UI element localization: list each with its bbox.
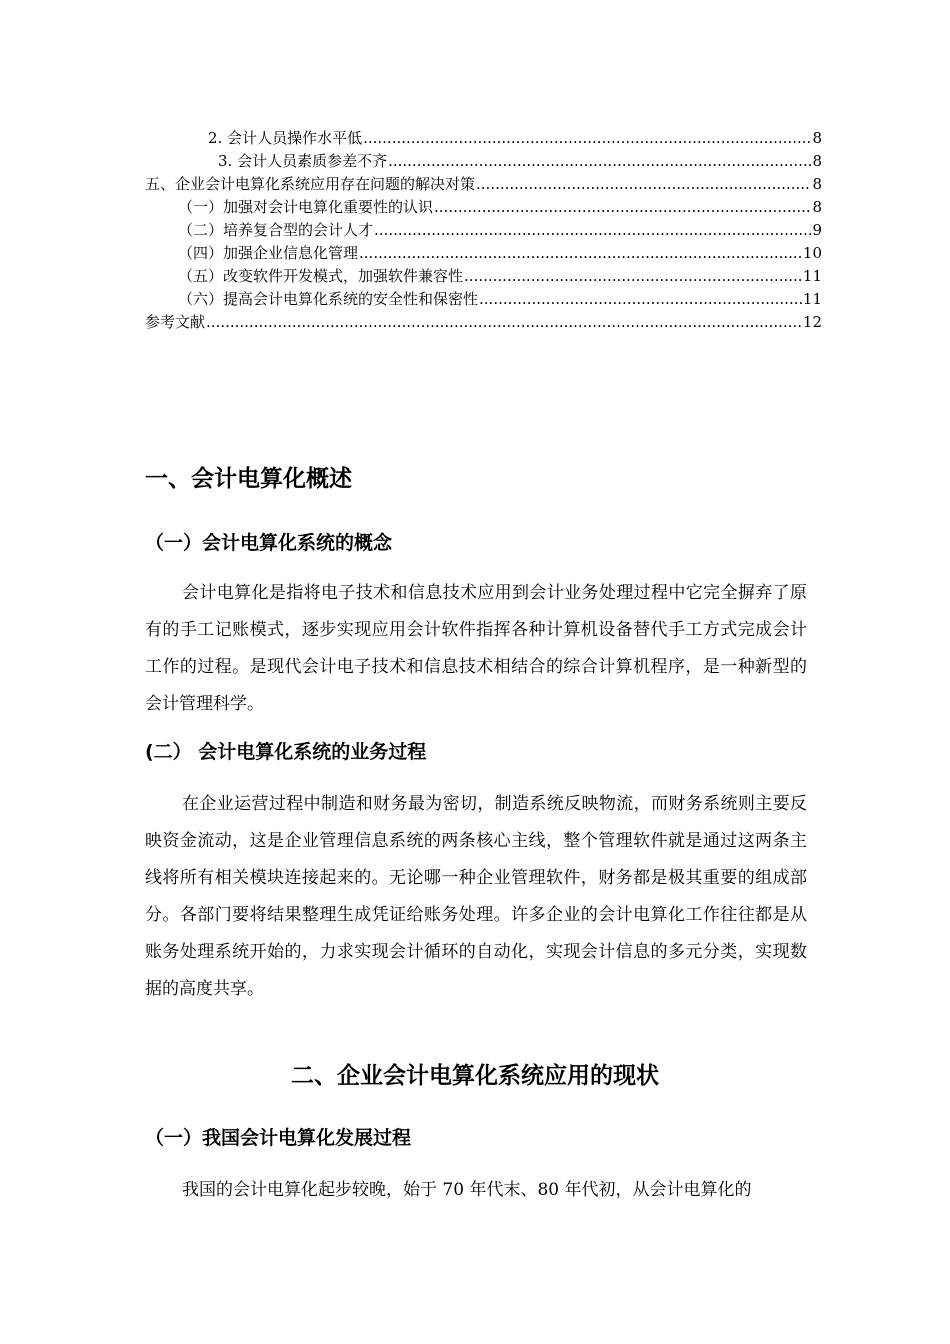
toc-entry[interactable] [145, 150, 822, 173]
toc-leader-dots [206, 311, 802, 334]
toc-entry-label: （一）加强对会计电算化重要性的认识 [178, 198, 434, 216]
toc-entry[interactable] [145, 173, 822, 196]
section-heading-status: 二、企业会计电算化系统应用的现状 [291, 1063, 659, 1089]
toc-leader-dots [363, 127, 811, 150]
toc-entry-label: （四）加强企业信息化管理 [178, 244, 359, 262]
toc-leader-dots [359, 242, 802, 265]
toc-entry-label: 五、企业会计电算化系统应用存在问题的解决对策 [145, 175, 476, 193]
toc-entry-page: 8 [812, 129, 822, 147]
toc-leader-dots [388, 150, 811, 173]
toc-entry[interactable] [145, 242, 822, 265]
toc-entry[interactable] [145, 288, 822, 311]
toc-entry[interactable] [145, 265, 822, 288]
toc-entry[interactable] [145, 127, 822, 150]
toc-entry-label: 2. 会计人员操作水平低 [208, 129, 363, 147]
paragraph-concept: 会计电算化是指将电子技术和信息技术应用到会计业务处理过程中它完全摒弃了原有的手工记账模式，逐步实现应用会计软件指挥各种计算机设备替代手工方式完成会计工作的过程。是现代会计电子技术和信息技术相结合的综合计算机程序，是一种新型的会计管理科学。 [145, 583, 807, 714]
toc-entry-label: 参考文献 [145, 313, 206, 331]
toc-entry-page: 8 [812, 152, 822, 170]
toc-entry-label: （五）改变软件开发模式，加强软件兼容性 [178, 267, 464, 285]
toc-leader-dots [374, 219, 811, 242]
toc-entry-label: 3. 会计人员素质参差不齐 [218, 152, 388, 170]
toc-entry[interactable] [145, 196, 822, 219]
toc-entry[interactable] [145, 219, 822, 242]
toc-entry-page: 10 [802, 244, 822, 262]
table-of-contents [145, 127, 822, 334]
toc-entry-label: （二）培养复合型的会计人才 [178, 221, 374, 239]
toc-leader-dots [476, 173, 811, 196]
toc-leader-dots [434, 196, 811, 219]
subsection-heading-business-process: (二） 会计电算化系统的业务过程 [145, 741, 427, 763]
toc-entry-label: （六）提高会计电算化系统的安全性和保密性 [178, 290, 479, 308]
subsection-heading-concept: （一）会计电算化系统的概念 [145, 532, 393, 554]
toc-entry-page: 11 [802, 290, 822, 308]
toc-leader-dots [479, 288, 802, 311]
toc-entry-page: 8 [812, 198, 822, 216]
toc-entry-page: 9 [812, 221, 822, 239]
toc-entry-page: 11 [802, 267, 822, 285]
paragraph-business-process: 在企业运营过程中制造和财务最为密切，制造系统反映物流，而财务系统则主要反映资金流动，这是企业管理信息系统的两条核心主线，整个管理软件就是通过这两条主线将所有相关模块连接起来的。无论哪一种企业管理软件，财务都是极其重要的组成部分。各部门要将结果整理生成凭证给账务处理。许多企业的会计电算化工作往往都是从账务处理系统开始的，力求实现会计循环的自动化，实现会计信息的多元分类，实现数据的高度共享。 [145, 794, 807, 999]
toc-entry-page: 8 [812, 175, 822, 193]
subsection-heading-development: （一）我国会计电算化发展过程 [145, 1127, 412, 1149]
toc-entry[interactable] [145, 311, 822, 334]
paragraph-development: 我国的会计电算化起步较晚，始于 70 年代末、80 年代初，从会计电算化的 [182, 1180, 752, 1200]
toc-leader-dots [464, 265, 802, 288]
section-heading-overview: 一、会计电算化概述 [145, 466, 352, 492]
toc-entry-page: 12 [802, 313, 822, 331]
